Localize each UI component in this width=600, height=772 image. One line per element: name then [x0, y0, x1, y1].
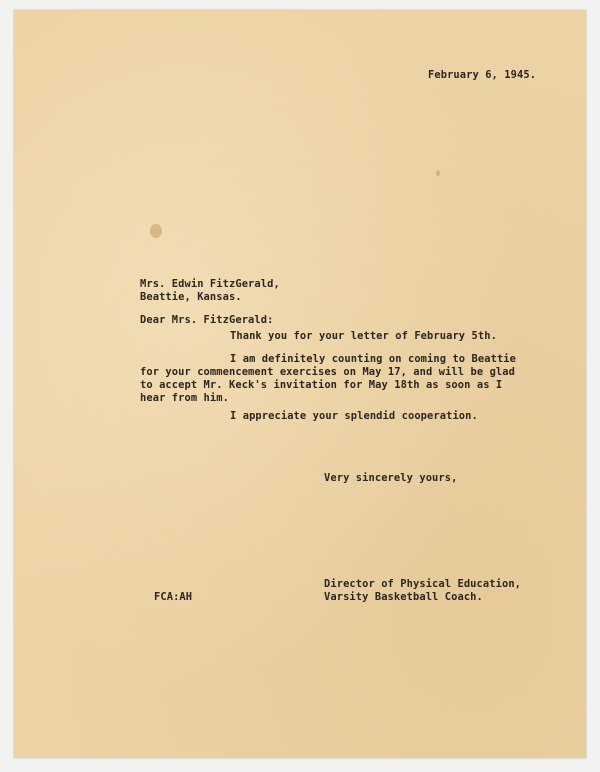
paper-stain [436, 170, 440, 176]
paragraph-1: Thank you for your letter of February 5th. [230, 330, 497, 342]
reference-initials: FCA:AH [154, 591, 193, 603]
letter-page [14, 10, 586, 758]
closing: Very sincerely yours, [324, 472, 458, 484]
paper-stain [150, 224, 162, 238]
paragraph-3: I appreciate your splendid cooperation. [230, 410, 478, 422]
recipient-line: Beattie, Kansas. [140, 291, 242, 303]
paragraph-2-line: to accept Mr. Keck's invitation for May 18th as soon as I [140, 379, 503, 391]
signature-title-line: Varsity Basketball Coach. [324, 591, 483, 603]
salutation: Dear Mrs. FitzGerald: [140, 314, 274, 326]
paragraph-2-line: hear from him. [140, 392, 229, 404]
letter-date: February 6, 1945. [428, 69, 537, 81]
signature-title-line: Director of Physical Education, [324, 578, 522, 590]
paragraph-2-line: for your commencement exercises on May 17, and will be glad [140, 366, 515, 378]
recipient-line: Mrs. Edwin FitzGerald, [140, 278, 280, 290]
paragraph-2-line: I am definitely counting on coming to Beattie [230, 353, 517, 365]
